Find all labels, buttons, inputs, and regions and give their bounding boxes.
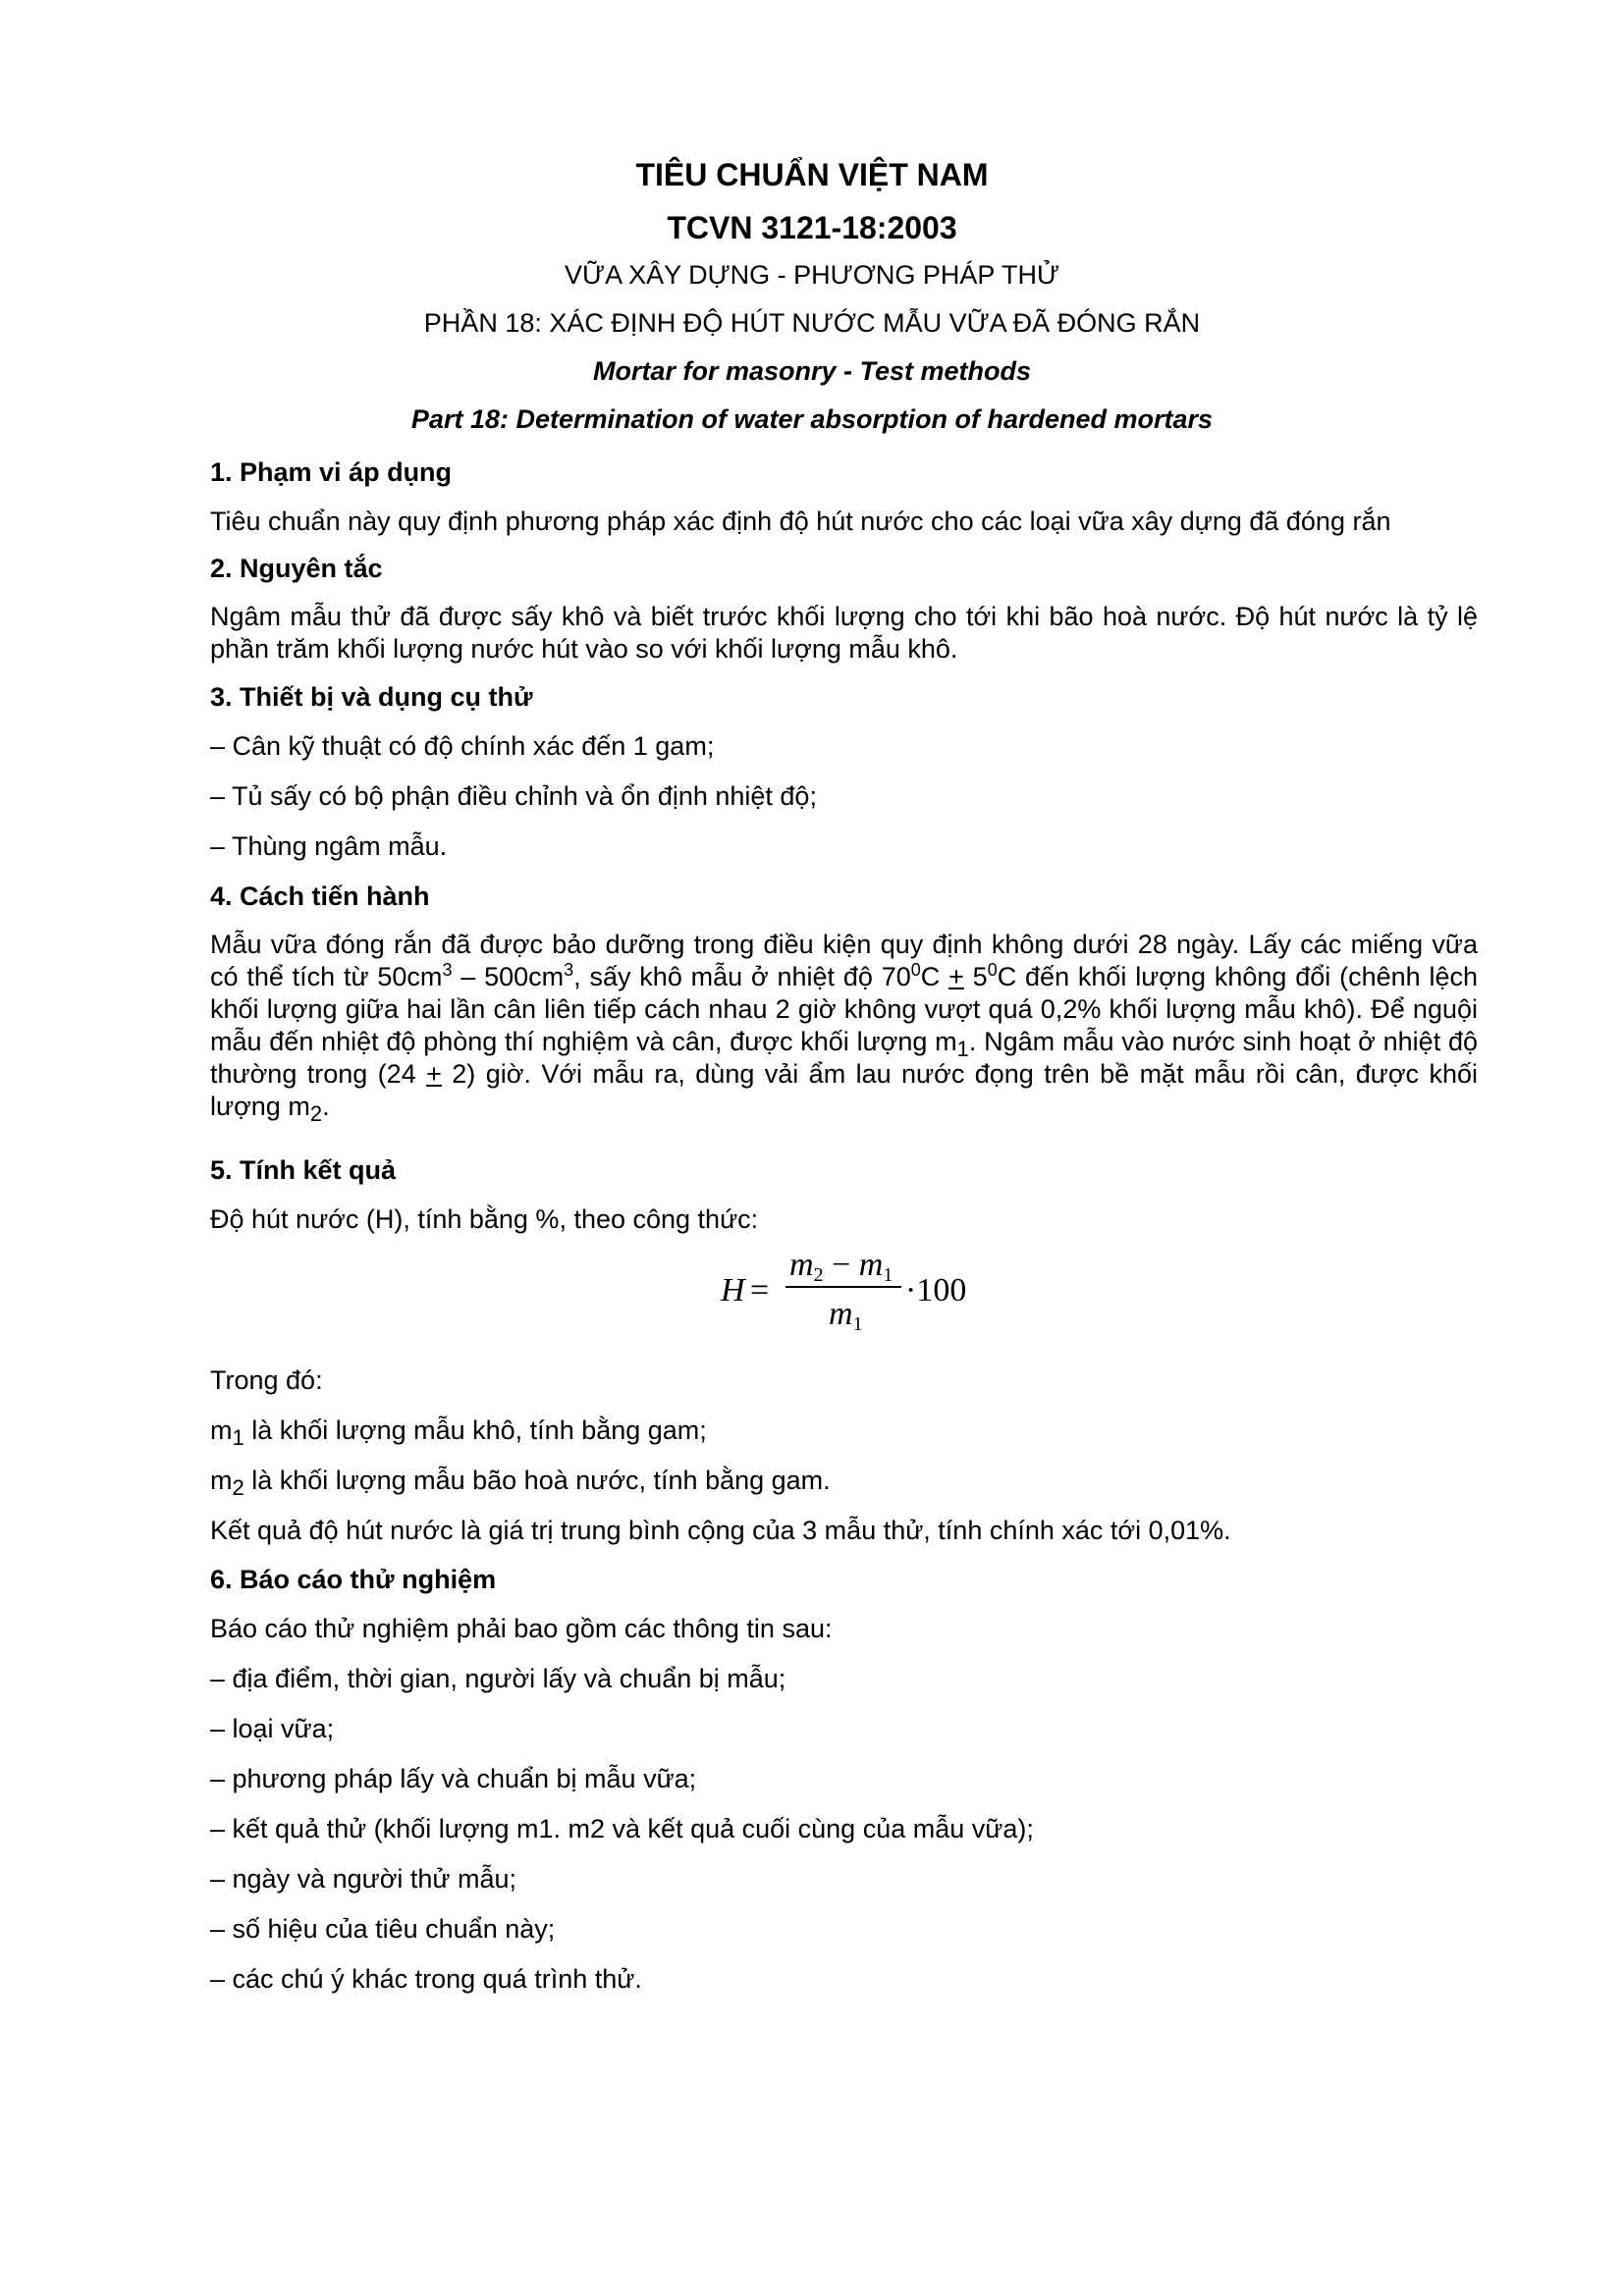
report-item: – địa điểm, thời gian, người lấy và chuẩn bị mẫu; [210, 1664, 786, 1693]
report-item: – các chú ý khác trong quá trình thử. [210, 1964, 642, 1994]
section-1-text: Tiêu chuẩn này quy định phương pháp xác định độ hút nước cho các loại vữa xây dựng đã đóng rắn [210, 507, 1391, 536]
report-intro: Báo cáo thử nghiệm phải bao gồm các thông tin sau: [210, 1614, 833, 1643]
section-4-text: Mẫu vữa đóng rắn đã được bảo dưỡng trong điều kiện quy định không dưới 28 ngày. Lấy các miếng vữa có thể tích từ $50cm^3 - 500cm^3$, sấy khô mẫu ở nhiệt độ $70^0C + 5^0C$ đến khối lượng không đổi (chênh lệch khối lượng giữa hai lần cân liên tiếp cách nhau 2 giờ không vượt quá 0,2% khối lượng mẫu khô). Để nguội mẫu đến nhiệt độ phòng thí nghiệm và cân, được khối lượng $m_1$. Ngâm mẫu vào nước sinh hoạt ở nhiệt độ thường trong (24 + 2) giờ. Với mẫu ra, dùng vải ẩm lau nước đọng trên bề mặt mẫu rồi cân, được khối lượng $m_2$. [210, 930, 1478, 1126]
equipment-item: – Cân kỹ thuật có độ chính xác đến 1 gam; [210, 731, 715, 761]
section-1-heading: 1. Phạm vi áp dụng [210, 457, 453, 487]
equipment-item: – Thùng ngâm mẫu. [210, 831, 448, 861]
definition-m1: $m_1$ là khối lượng mẫu khô, tính bằng gam; [210, 1415, 707, 1450]
subtitle-vi-2: PHẦN 18: XÁC ĐỊNH ĐỘ HÚT NƯỚC MẪU VỮA ĐÃ ĐÓNG RẮN [423, 308, 1201, 338]
section-4-heading: 4. Cách tiến hành [210, 881, 430, 911]
subtitle-vi-1: VỮA XÂY DỰNG - PHƯƠNG PHÁP THỬ [565, 260, 1059, 290]
section-2-text: Ngâm mẫu thử đã được sấy khô và biết trước khối lượng cho tới khi bão hoà nước. Độ hút nước là tỷ lệ phần trăm khối lượng nước hút vào so với khối lượng mẫu khô. [210, 602, 1478, 664]
subtitle-en-2: Part 18: Determination of water absorption of hardened mortars [410, 404, 1214, 434]
where-label: Trong đó: [210, 1365, 323, 1395]
report-item: – loại vữa; [210, 1714, 335, 1743]
formula-numerator: $m_2 - m_1$ [789, 1247, 893, 1286]
report-item: – số hiệu của tiêu chuẩn này; [210, 1914, 556, 1944]
result-statement: Kết quả độ hút nước là giá trị trung bình cộng của 3 mẫu thử, tính chính xác tới 0,01%. [210, 1516, 1231, 1545]
section-5-heading: 5. Tính kết quả [210, 1155, 397, 1185]
formula-equals: = [750, 1272, 770, 1308]
report-item: – phương pháp lấy và chuẩn bị mẫu vữa; [210, 1764, 697, 1793]
formula-denominator: $m_1$ [829, 1296, 863, 1335]
formula-intro: Độ hút nước (H), tính bằng %, theo công thức: [210, 1204, 759, 1234]
report-item: – ngày và người thử mẫu; [210, 1864, 517, 1894]
definition-m2: $m_2$ là khối lượng mẫu bão hoà nước, tính bằng gam. [210, 1466, 831, 1500]
section-6-heading: 6. Báo cáo thử nghiệm [210, 1565, 497, 1594]
section-2-heading: 2. Nguyên tắc [210, 554, 383, 583]
fraction-bar [785, 1286, 901, 1288]
formula-lhs: H [721, 1272, 745, 1308]
formula-multiplier: ·100 [905, 1272, 967, 1308]
equipment-item: – Tủ sấy có bộ phận điều chỉnh và ổn định nhiệt độ; [210, 781, 817, 811]
section-3-heading: 3. Thiết bị và dụng cụ thử [210, 682, 533, 712]
standard-title: TIÊU CHUẨN VIỆT NAM [635, 157, 989, 192]
report-item: – kết quả thử (khối lượng m1. m2 và kết quả cuối cùng của mẫu vữa); [210, 1814, 1034, 1843]
water-absorption-formula [721, 1245, 986, 1333]
subtitle-en-1: Mortar for masonry - Test methods [592, 356, 1032, 386]
standard-code: TCVN 3121-18:2003 [667, 210, 957, 245]
